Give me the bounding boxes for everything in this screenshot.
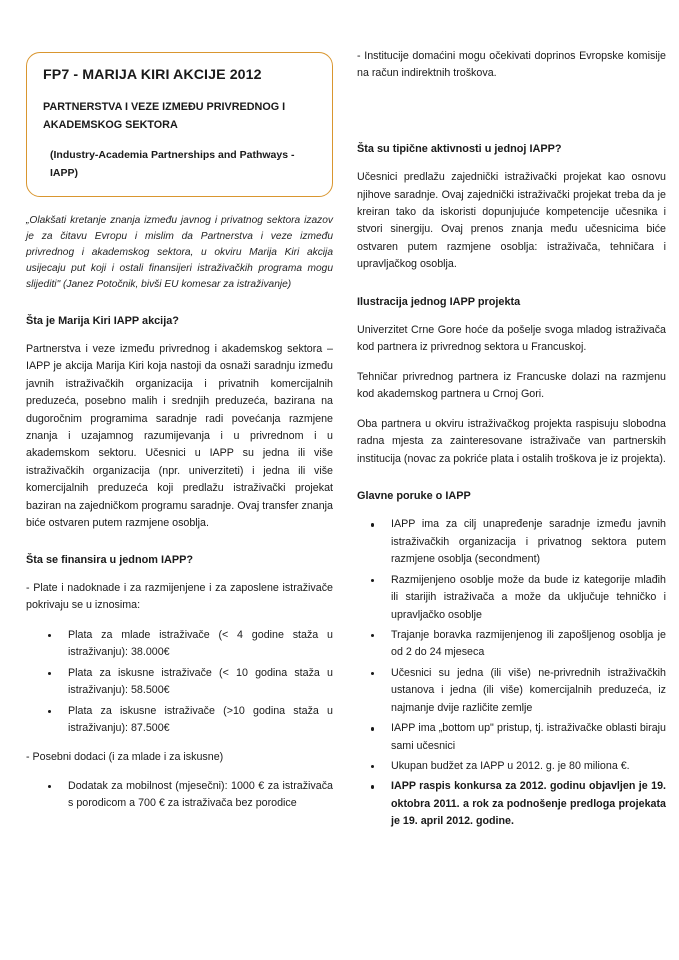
list-salary-amounts	[26, 627, 333, 738]
list-item: IAPP raspis konkursa za 2012. godinu objavljen je 19. oktobra 2011. a rok za podnošenje predloga projekata je 19. april 2012. godine.	[365, 778, 666, 830]
list-item: Plata za iskusne istraživače (>10 godina staža u istraživanju): 87.500€	[44, 703, 333, 738]
paragraph-illustration-2: Tehničar privrednog partnera iz Francuske dolazi na razmjenu kod akademskog partnera u Crnoj Gori.	[357, 370, 666, 401]
page-title: FP7 - MARIJA KIRI AKCIJE 2012	[43, 67, 262, 83]
paragraph-typical-activities: Učesnici predlažu zajednički istraživački projekat kao osnovu njihove saradnje. Ovaj zajednički istraživački projekat treba da je kreiran tako da iskoristi dopunjujuće kompetencije učesnika i stvori sinergiju. Ovaj prenos znanja među učesnicima biće ostvaren putem razmjene osoblja: istraživača, tehničara i upravljačkog osoblja.	[357, 171, 666, 271]
heading-what-is-iapp: Šta je Marija Kiri IAPP akcija?	[26, 314, 179, 327]
list-item: Dodatak za mobilnost (mjesečni): 1000 € za istraživača s porodicom a 700 € za istraživača bez porodice	[44, 778, 333, 813]
heading-what-is-financed: Šta se finansira u jednom IAPP?	[26, 553, 194, 566]
list-item: Trajanje boravka razmijenjenog ili zapošljenog osoblja je od 2 do 24 mjeseca	[365, 627, 666, 662]
paragraph-illustration-1: Univerzitet Crne Gore hoće da pošelje svoga mladog istraživača kod partnera iz privrednog sektora u Francuskoj.	[357, 324, 666, 354]
page-subtitle-english: (Industry-Academia Partnerships and Pathways - IAPP)	[50, 149, 295, 179]
list-item: Plata za mlade istraživače (< 4 godine staža u istraživanju): 38.000€	[44, 627, 333, 662]
list-main-messages	[357, 516, 666, 830]
list-item: IAPP ima za cilj unapređenje saradnje između javnih istraživačkih organizacija i privatnog sektora putem razmjene osoblja (secondment)	[365, 516, 666, 568]
list-item: Razmijenjeno osoblje može da bude iz kategorije mlađih ili starijih istraživača a može da uključuje tehničko i upravljačko osoblje	[365, 572, 666, 624]
heading-main-messages: Glavne poruke o IAPP	[357, 490, 471, 503]
left-column	[26, 40, 335, 942]
list-item: Plata za iskusne istraživače (< 10 godina staža u istraživanju): 58.500€	[44, 665, 333, 700]
paragraph-what-is-iapp: Partnerstva i veze između privrednog i akademskog sektora – IAPP je akcija Marija Kiri koja nastoji da osnaži saradnju između javnih istraživačkih organizacija i privatnih komercijalnih preduzeća, posebno malih i srednjih preduzeća, bazirana na dugoročnim programima saradnje radi povećanja razmjene znanja i uzajamnog razumijevanja i u privrednom i u akademskom sektoru. Učesnici u IAPP su jedna ili više istraživačkih organizacija (npr. univerziteti) i jedna ili više komercijalnih preduzeća koji predlažu istraživački projekat baziran na zajedničkom programu saradnje. Ovaj transfer znanja biće ostvaren putem razmjene osoblja.	[26, 342, 333, 530]
right-column	[357, 40, 666, 942]
column-spacer	[357, 95, 666, 121]
list-item: IAPP ima „bottom up" pristup, tj. istraživačke oblasti biraju sami učesnici	[365, 720, 666, 755]
page-subtitle: PARTNERSTVA I VEZE IZMEĐU PRIVREDNOG I AKADEMSKOG SEKTORA	[43, 100, 286, 131]
heading-illustration: Ilustracija jednog IAPP projekta	[357, 295, 521, 308]
paragraph-indirect-costs: - Institucije domaćini mogu očekivati doprinos Evropske komisije na račun indirektnih troškova.	[357, 50, 666, 80]
list-item: Učesnici su jedna (ili više) ne-privrednih istraživačkih ustanova i jedna (ili više) komercijalnih preduzeća, iz najmanje dvije različite zemlje	[365, 665, 666, 717]
paragraph-special-allowances-lead: - Posebni dodaci (i za mlade i za iskusne)	[26, 751, 224, 764]
paragraph-salaries-lead: - Plate i nadoknade i za razmijenjene i za zaposlene istraživače pokrivaju se u iznosima:	[26, 581, 333, 612]
list-item: Ukupan budžet za IAPP u 2012. g. je 80 miliona €.	[365, 758, 666, 775]
paragraph-illustration-3: Oba partnera u okviru istraživačkog projekta raspisuju slobodna radna mjesta za zainteresovane istraživače van partnerskih institucija (novac za pokriće plata i ostalih troškova je iz projekta).	[357, 417, 666, 465]
heading-typical-activities: Šta su tipične aktivnosti u jednoj IAPP?	[357, 142, 562, 155]
pull-quote: „Olakšati kretanje znanja između javnog i privatnog sektora izazov je za čitavu Evropu i mislim da Partnerstva i veze između privrednog i akademskog sektora, u okviru Marija Kiri akcija usijecaju put koji i ostali finansijeri istraživačkih programa mogu slijediti" (Janez Potočnik, bivši EU komesar za istraživanje)	[26, 215, 333, 291]
list-special-allowances	[26, 778, 333, 813]
title-box	[26, 52, 333, 197]
